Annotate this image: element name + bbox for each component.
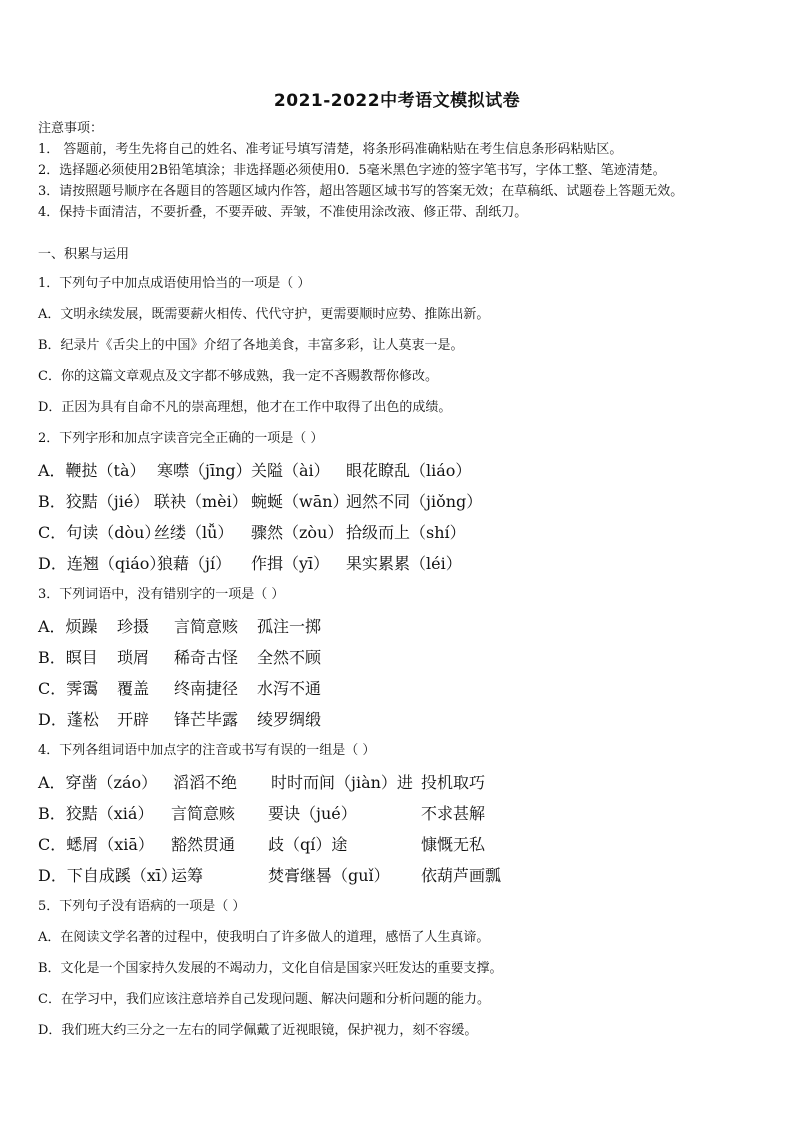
page-title: 2021-2022中考语文模拟试卷 <box>273 91 521 111</box>
notice-item: 4．保持卡面清洁，不要折叠，不要弄破、弄皱，不准使用涂改液、修正带、刮纸刀。 <box>38 205 528 220</box>
option-cell: A．鞭挞（tà） <box>38 461 146 480</box>
option-cell: 依葫芦画瓢 <box>421 866 502 885</box>
option-5a: A．在阅读文学名著的过程中，使我明白了许多做人的道理，感悟了人生真谛。 <box>38 930 490 945</box>
option-cell: C．句读（dòu） <box>38 523 161 542</box>
option-cell: 珍摄 <box>117 617 150 636</box>
option-cell: 狼藉（jí） <box>157 554 232 573</box>
question-2-stem: 2．下列字形和加点字读音完全正确的一项是（ ） <box>38 431 324 446</box>
option-cell: 关隘（ài） <box>251 461 330 480</box>
option-cell: 不求甚解 <box>421 804 486 823</box>
option-cell: 焚膏继晷（guǐ） <box>268 866 390 885</box>
notice-heading: 注意事项： <box>38 121 104 136</box>
option-cell: 联袂（mèi） <box>154 492 248 511</box>
option-4d <box>0 863 794 883</box>
option-cell: D．下自成蹊（xī） <box>38 866 177 885</box>
option-cell: D．连翘（qiáo） <box>38 554 166 573</box>
option-cell: 水泻不通 <box>257 679 322 698</box>
option-cell: C．霁霭 <box>38 679 99 698</box>
option-2d <box>0 551 794 571</box>
option-cell: 迥然不同（jiǒng） <box>346 492 483 511</box>
option-cell: 开辟 <box>117 710 150 729</box>
option-3c <box>0 676 794 696</box>
option-2a <box>0 458 794 478</box>
notice-item: 3．请按照题号顺序在各题目的答题区域内作答，超出答题区域书写的答案无效；在草稿纸、试题卷上答题无效。 <box>38 184 684 199</box>
option-5d: D．我们班大约三分之一左右的同学佩戴了近视眼镜，保护视力，刻不容缓。 <box>38 1023 478 1038</box>
option-cell: A．穿凿（záo） <box>38 773 158 792</box>
option-cell: 骤然（zòu） <box>251 523 344 542</box>
option-1a: A．文明永续发展，既需要薪火相传、代代守护，更需要顺时应势、推陈出新。 <box>38 307 490 322</box>
option-cell: 时时而间（jiàn）进 <box>271 773 413 792</box>
option-cell: 稀奇古怪 <box>174 648 239 667</box>
option-cell: 终南捷径 <box>174 679 239 698</box>
option-cell: 寒噤（jīng） <box>157 461 252 480</box>
option-cell: 言简意赅 <box>171 804 236 823</box>
option-cell: 歧（qí）途 <box>268 835 348 854</box>
option-cell: 要诀（jué） <box>268 804 357 823</box>
option-cell: B．瞑目 <box>38 648 98 667</box>
option-cell: 拾级而上（shí） <box>346 523 466 542</box>
option-cell: C．蟋屑（xiā） <box>38 835 154 854</box>
option-cell: 作揖（yī） <box>251 554 330 573</box>
option-cell: 琐屑 <box>117 648 150 667</box>
option-cell: 眼花瞭乱（liáo） <box>346 461 472 480</box>
option-cell: B．狡黠（xiá） <box>38 804 154 823</box>
option-cell: D．蓬松 <box>38 710 99 729</box>
option-1c: C．你的这篇文章观点及文字都不够成熟，我一定不吝赐教帮你修改。 <box>38 369 438 384</box>
option-cell: 覆盖 <box>117 679 150 698</box>
option-2b <box>0 489 794 509</box>
option-cell: 果实累累（léi） <box>346 554 462 573</box>
option-cell: 孤注一掷 <box>257 617 322 636</box>
question-3-stem: 3．下列词语中，没有错别字的一项是（ ） <box>38 587 285 602</box>
notice-item: 1． 答题前，考生先将自己的姓名、准考证号填写清楚，将条形码准确粘贴在考生信息条形码粘贴区。 <box>38 142 623 157</box>
option-2c <box>0 520 794 540</box>
option-cell: 豁然贯通 <box>171 835 236 854</box>
option-5c: C．在学习中，我们应该注意培养自己发现问题、解决问题和分析问题的能力。 <box>38 992 490 1007</box>
option-cell: 滔滔不绝 <box>173 773 238 792</box>
question-5-stem: 5．下列句子没有语病的一项是（ ） <box>38 899 246 914</box>
option-4a <box>0 770 794 790</box>
question-4-stem: 4．下列各组词语中加点字的注音或书写有误的一组是（ ） <box>38 743 376 758</box>
option-cell: 运筹 <box>171 866 204 885</box>
option-cell: 投机取巧 <box>421 773 486 792</box>
option-1d: D．正因为具有自命不凡的崇高理想，他才在工作中取得了出色的成绩。 <box>38 400 452 415</box>
option-1b: B．纪录片《舌尖上的中国》介绍了各地美食，丰富多彩，让人莫衷一是。 <box>38 338 464 353</box>
option-cell: B．狡黠（jié） <box>38 492 150 511</box>
option-3d <box>0 707 794 727</box>
option-cell: 绫罗绸缎 <box>257 710 322 729</box>
option-cell: 全然不顾 <box>257 648 322 667</box>
option-cell: A．烦躁 <box>38 617 98 636</box>
notice-block <box>38 118 758 223</box>
notice-item: 2．选择题必须使用2B铅笔填涂；非选择题必须使用0．5毫米黑色字迹的签字笔书写，字体工整、笔迹清楚。 <box>38 163 666 178</box>
question-1-stem: 1．下列句子中加点成语使用恰当的一项是（ ） <box>38 276 311 291</box>
option-cell: 锋芒毕露 <box>174 710 239 729</box>
option-4c <box>0 832 794 852</box>
option-5b: B．文化是一个国家持久发展的不竭动力，文化自信是国家兴旺发达的重要支撑。 <box>38 961 503 976</box>
option-cell: 言简意赅 <box>174 617 239 636</box>
option-cell: 慷慨无私 <box>421 835 486 854</box>
option-3a <box>0 614 794 634</box>
option-cell: 丝缕（lǚ） <box>154 523 234 542</box>
option-cell: 蜿蜒（wān） <box>251 492 349 511</box>
option-3b <box>0 645 794 665</box>
section-heading: 一、积累与运用 <box>38 247 130 262</box>
option-4b <box>0 801 794 821</box>
